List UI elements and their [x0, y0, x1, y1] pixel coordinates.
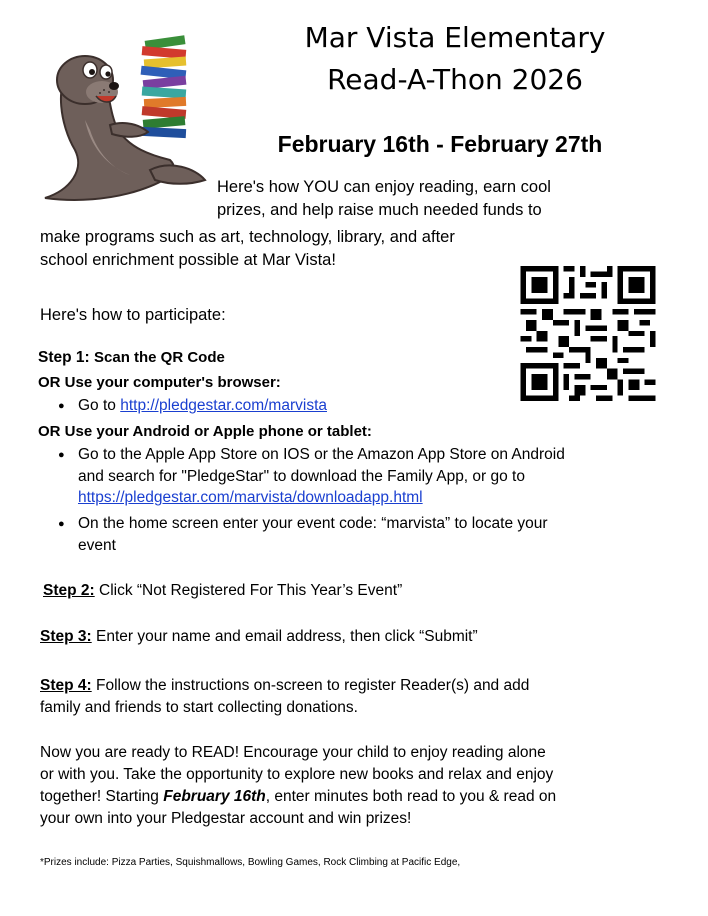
ready-line-2: or with you. Take the opportunity to explore new books and relax and enjoy	[40, 766, 554, 783]
step-1	[38, 349, 225, 367]
app-store-list-item	[58, 444, 678, 508]
ready-line-3	[40, 786, 680, 808]
step-2	[43, 582, 402, 600]
step-4-text-line-2: family and friends to start collecting donations.	[40, 699, 358, 716]
browser-list-item	[58, 397, 327, 415]
ready-line-3-post: , enter minutes both read to you & read on	[265, 788, 557, 805]
code-line-1: On the home screen enter your event code: “marvista” to locate your	[78, 515, 548, 532]
pledgestar-browser-link[interactable]: http://pledgestar.com/marvista	[120, 397, 327, 414]
event-dates: February 16th - February 27th	[277, 131, 603, 157]
step-1-label: Step 1:	[38, 349, 90, 366]
store-line-1: Go to the Apple App Store on IOS or the Amazon App Store on Android	[78, 446, 565, 463]
ready-line-4: your own into your Pledgestar account and win prizes!	[40, 810, 412, 827]
download-app-link[interactable]: https://pledgestar.com/marvista/downloadapp.html	[78, 489, 423, 506]
step-3-label: Step 3:	[40, 628, 92, 645]
step-1-text: Scan the QR Code	[94, 349, 225, 366]
step-3-text: Enter your name and email address, then click “Submit”	[96, 628, 478, 645]
bullet-icon: ●	[58, 400, 65, 412]
ready-line-1: Now you are ready to READ! Encourage your child to enjoy reading alone	[40, 744, 546, 761]
or-browser-heading: OR Use your computer's browser:	[38, 374, 281, 391]
code-line-2: event	[78, 537, 116, 554]
intro-line-1: Here's how YOU can enjoy reading, earn cool	[217, 178, 551, 196]
step-2-text: Click “Not Registered For This Year’s Event”	[99, 582, 403, 599]
intro-line-2: prizes, and help raise much needed funds to	[217, 201, 542, 219]
book-stack-icon	[141, 35, 187, 138]
bullet-icon: ●	[58, 449, 65, 461]
event-code-list-item	[58, 513, 678, 556]
step-4	[40, 675, 680, 719]
ready-line-3-pre: together! Starting	[40, 788, 159, 805]
step-2-label: Step 2:	[43, 582, 95, 599]
store-line-2: and search for "PledgeStar" to download the Family App, or go to	[78, 468, 525, 485]
start-date-emphasis: February 16th	[163, 788, 266, 805]
bullet-icon: ●	[58, 518, 65, 530]
intro-line-3: make programs such as art, technology, library, and after	[40, 228, 455, 246]
step-3	[40, 628, 478, 646]
seal-mascot-illustration	[30, 30, 215, 205]
qr-code-image[interactable]	[518, 266, 658, 401]
or-phone-heading: OR Use your Android or Apple phone or tablet:	[38, 423, 372, 440]
title-line-1: Mar Vista Elementary	[304, 21, 606, 54]
title-line-2: Read-A-Thon 2026	[327, 63, 583, 96]
step-4-text-line-1: Follow the instructions on-screen to register Reader(s) and add	[96, 677, 530, 694]
step-4-label: Step 4:	[40, 677, 92, 694]
intro-line-4: school enrichment possible at Mar Vista!	[40, 251, 336, 269]
ready-paragraph	[40, 742, 680, 830]
how-to-participate-heading: Here's how to participate:	[40, 306, 226, 324]
prizes-note: *Prizes include: Pizza Parties, Squishmallows, Bowling Games, Rock Climbing at Pacific Edge,	[40, 857, 461, 868]
go-to-text: Go to	[78, 397, 116, 414]
